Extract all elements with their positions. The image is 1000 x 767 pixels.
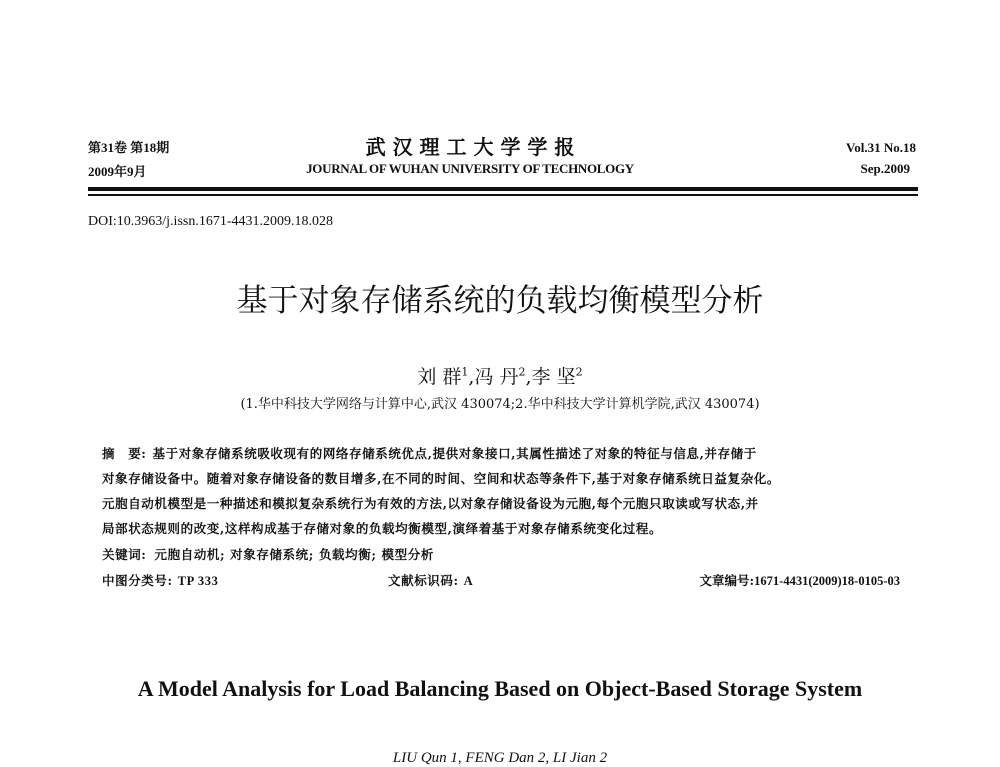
doc-code	[388, 571, 473, 589]
author-1-affil: 1	[461, 365, 469, 379]
affiliation: (1.华中科技大学网络与计算中心,武汉 430074;2.华中科技大学计算机学院,武汉 430074)	[240, 397, 760, 412]
volume-issue: 第31卷 第18期	[88, 140, 170, 155]
vol-no: Vol.31 No.18	[846, 140, 916, 155]
journal-title-cn: 武 汉 理 工 大 学 学 报	[365, 135, 575, 159]
abstract-label: 摘 要:	[102, 446, 147, 461]
clc-number	[102, 571, 218, 589]
author-2-affil: 2	[518, 365, 526, 379]
article-number-value: 1671-4431(2009)18-0105-03	[754, 574, 900, 588]
author-1: 刘 群	[417, 366, 462, 388]
author-2: ,冯 丹	[468, 366, 519, 388]
abstract-line-1	[102, 444, 757, 462]
header-rule-thin	[88, 194, 918, 196]
header-rule-thick	[88, 187, 918, 191]
journal-title-en: JOURNAL OF WUHAN UNIVERSITY OF TECHNOLOGY	[306, 161, 634, 176]
keywords-label: 关键词:	[102, 547, 147, 562]
date-cn: 2009年9月	[88, 164, 147, 179]
authors-en: LIU Qun 1, FENG Dan 2, LI Jian 2	[392, 750, 608, 766]
authors-cn	[0, 362, 1000, 389]
doc-code-value: A	[463, 574, 474, 588]
abstract-text: 基于对象存储系统吸收现有的网络存储系统优点,提供对象接口,其属性描述了对象的特征与信息,并存储于	[152, 446, 757, 461]
author-3: ,李 坚	[525, 366, 576, 388]
article-number	[700, 571, 900, 589]
abstract-line-4: 局部状态规则的改变,这样构成基于存储对象的负载均衡模型,演绎着基于对象存储系统变化过程。	[102, 521, 663, 536]
doc-code-label: 文献标识码:	[388, 573, 459, 588]
date-en: Sep.2009	[860, 161, 910, 176]
abstract-line-2: 对象存储设备中。随着对象存储设备的数目增多,在不同的时间、空间和状态等条件下,基于对象存储系统日益复杂化。	[102, 471, 781, 486]
paper-title-en: A Model Analysis for Load Balancing Based on Object-Based Storage System	[137, 676, 863, 701]
clc-value: TP 333	[177, 574, 219, 588]
abstract-line-3: 元胞自动机模型是一种描述和模拟复杂系统行为有效的方法,以对象存储设备设为元胞,每个元胞只取读或写状态,并	[102, 496, 759, 511]
clc-label: 中图分类号:	[102, 573, 173, 588]
doi: DOI:10.3963/j.issn.1671-4431.2009.18.028	[88, 214, 333, 229]
keywords-value: 元胞自动机; 对象存储系统; 负载均衡; 模型分析	[154, 547, 434, 562]
author-3-affil: 2	[575, 365, 583, 379]
paper-title-cn: 基于对象存储系统的负载均衡模型分析	[236, 283, 764, 319]
keywords	[102, 545, 434, 563]
article-number-label: 文章编号:	[699, 573, 755, 588]
